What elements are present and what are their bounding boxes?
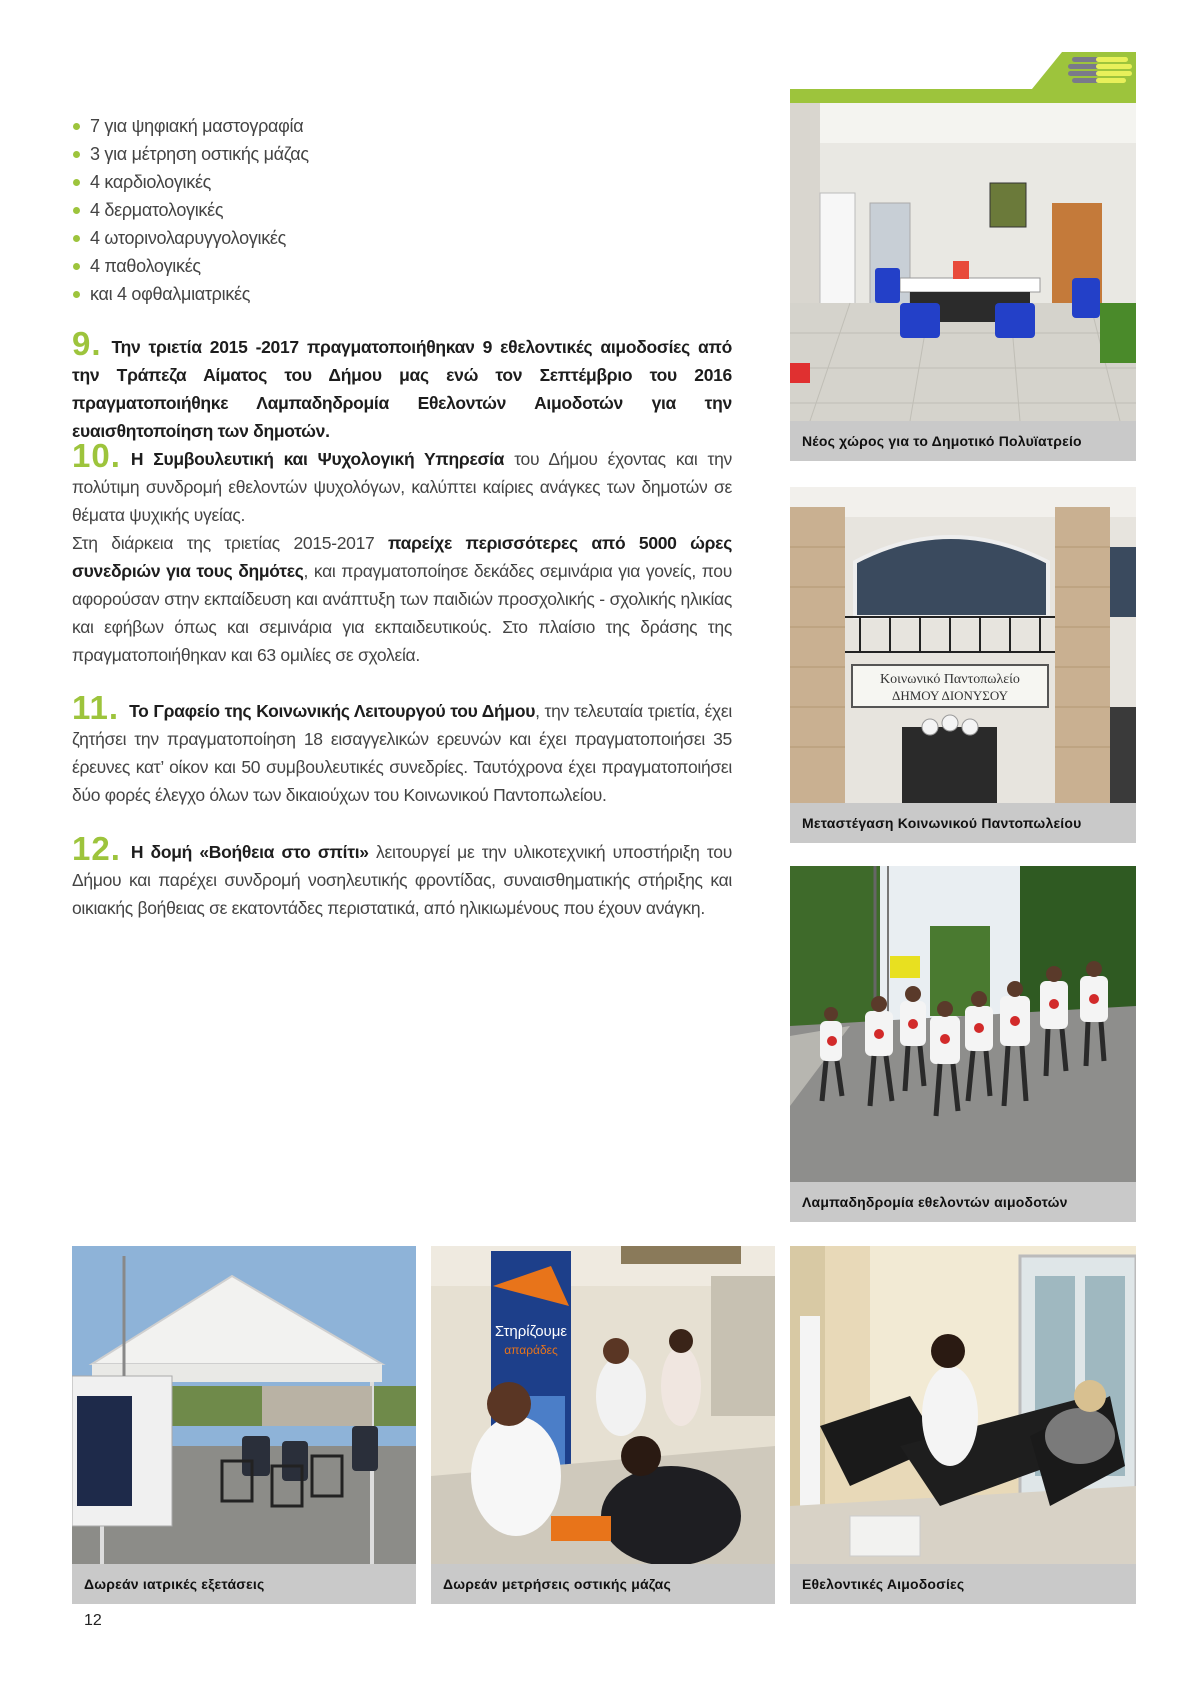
paragraph-text: του Δήμου έχοντας και την πολύτιμη συνδρομή εθελοντών ψυχολόγων, καλύπτει καίριες ανάγκες των δημοτών σε θέματα ψυχικής υγείας. bbox=[72, 449, 733, 525]
header-triangle bbox=[1032, 52, 1062, 89]
bold-phrase: Η δομή «Βοήθεια στο σπίτι» bbox=[130, 842, 369, 862]
paragraph-number: 10. bbox=[72, 437, 121, 474]
pantopoleio-photo bbox=[790, 487, 1136, 803]
tent-photo bbox=[72, 1246, 416, 1564]
banner-line-2: απαράδες bbox=[504, 1343, 558, 1357]
list-item: και 4 οφθαλμιατρικές bbox=[72, 280, 672, 308]
bold-phrase: Το Γραφείο της Κοινωνικής Λειτουργού του Δήμου bbox=[129, 701, 536, 721]
paragraph-10 bbox=[72, 437, 733, 669]
bold-phrase: Η Συμβουλευτική και Ψυχολογική Υπηρεσία bbox=[130, 449, 505, 469]
photo-caption: Δωρεάν ιατρικές εξετάσεις bbox=[72, 1564, 416, 1604]
paragraph-number: 11. bbox=[72, 689, 120, 726]
paragraph-9 bbox=[72, 325, 732, 445]
photo-caption: Νέος χώρος για το Δημοτικό Πολυϊατρείο bbox=[790, 421, 1136, 461]
list-item: 4 δερματολογικές bbox=[72, 196, 672, 224]
hand-logo-icon bbox=[1066, 54, 1136, 86]
paragraph-text: Στη διάρκεια της τριετίας 2015-2017 bbox=[72, 533, 389, 553]
header-bar bbox=[790, 89, 1136, 103]
photo-caption: Μεταστέγαση Κοινωνικού Παντοπωλείου bbox=[790, 803, 1136, 843]
paragraph-11 bbox=[72, 689, 732, 809]
page-number: 12 bbox=[84, 1612, 102, 1629]
sign-line-1: Κοινωνικό Παντοπωλείο bbox=[880, 672, 1020, 687]
paragraph-9-text: Την τριετία 2015 -2017 πραγματοποιήθηκαν 9 εθελοντικές αιμοδοσίες από την Τράπεζα Αίματος του Δήμου μας ενώ τον Σεπτέμβριο του 2016 πραγματοποιήθηκε Λαμπαδηδρομία Εθελοντών Αιμοδοτών για την ευαισθητοποίηση των δημοτών. bbox=[72, 337, 732, 441]
paragraph-number: 9. bbox=[72, 325, 102, 362]
bold-phrase: παρείχε περισσότερες από 5000 ώρες συνεδριών για τους δημότες bbox=[72, 533, 732, 581]
blood-donation-photo bbox=[790, 1246, 1136, 1564]
paragraph-text: λειτουργεί με την υλικοτεχνική υποστήριξη του Δήμου και παρέχει συνδρομή νοσηλευτικής φροντίδας, συναισθηματικής στήριξης και οικιακής βοήθειας σε εκατοντάδες περιστατικά, από ηλικιωμένους που έχουν ανάγκη. bbox=[72, 842, 732, 918]
banner-line-1: Στηρίζουμε bbox=[494, 1323, 568, 1340]
exam-bullet-list bbox=[72, 112, 672, 308]
photo-caption: Λαμπαδηδρομία εθελοντών αιμοδοτών bbox=[790, 1182, 1136, 1222]
paragraph-number: 12. bbox=[72, 830, 121, 867]
bone-density-photo bbox=[431, 1246, 775, 1564]
photo-caption: Δωρεάν μετρήσεις οστικής μάζας bbox=[431, 1564, 775, 1604]
paragraph-text: , και πραγματοποίησε δεκάδες σεμινάρια για γονείς, που αφορούσαν στην εκπαίδευση και ανάπτυξη των παιδιών προσχολικής - σχολικής ηλικίας και εφήβων όπως και σεμινάρια για εκπαιδευτικούς. Στο πλαίσιο της δράσης της πραγματοποιήθηκαν και 63 ομιλίες σε σχολεία. bbox=[72, 561, 732, 665]
run-photo bbox=[790, 866, 1136, 1182]
photo-caption: Εθελοντικές Αιμοδοσίες bbox=[790, 1564, 1136, 1604]
list-item: 7 για ψηφιακή μαστογραφία bbox=[72, 112, 672, 140]
paragraph-12 bbox=[72, 830, 732, 922]
list-item: 4 καρδιολογικές bbox=[72, 168, 672, 196]
list-item: 4 ωτορινολαρυγγολογικές bbox=[72, 224, 672, 252]
clinic-photo bbox=[790, 103, 1136, 421]
paragraph-text: , την τελευταία τριετία, έχει ζητήσει την πραγματοποίηση 18 εισαγγελικών ερευνών και έχει πραγματοποιήσει 35 έρευνες κατ’ οίκον και 50 συμβουλευτικές συνεδρίες. Ταυτόχρονα έχει πραγματοποιήσει δύο φορές έλεγχο όλων των δικαιούχων του Κοινωνικού Παντοπωλείου. bbox=[72, 701, 732, 805]
list-item: 3 για μέτρηση οστικής μάζας bbox=[72, 140, 672, 168]
sign-line-2: ΔΗΜΟΥ ΔΙΟΝΥΣΟΥ bbox=[891, 688, 1009, 703]
list-item: 4 παθολογικές bbox=[72, 252, 672, 280]
